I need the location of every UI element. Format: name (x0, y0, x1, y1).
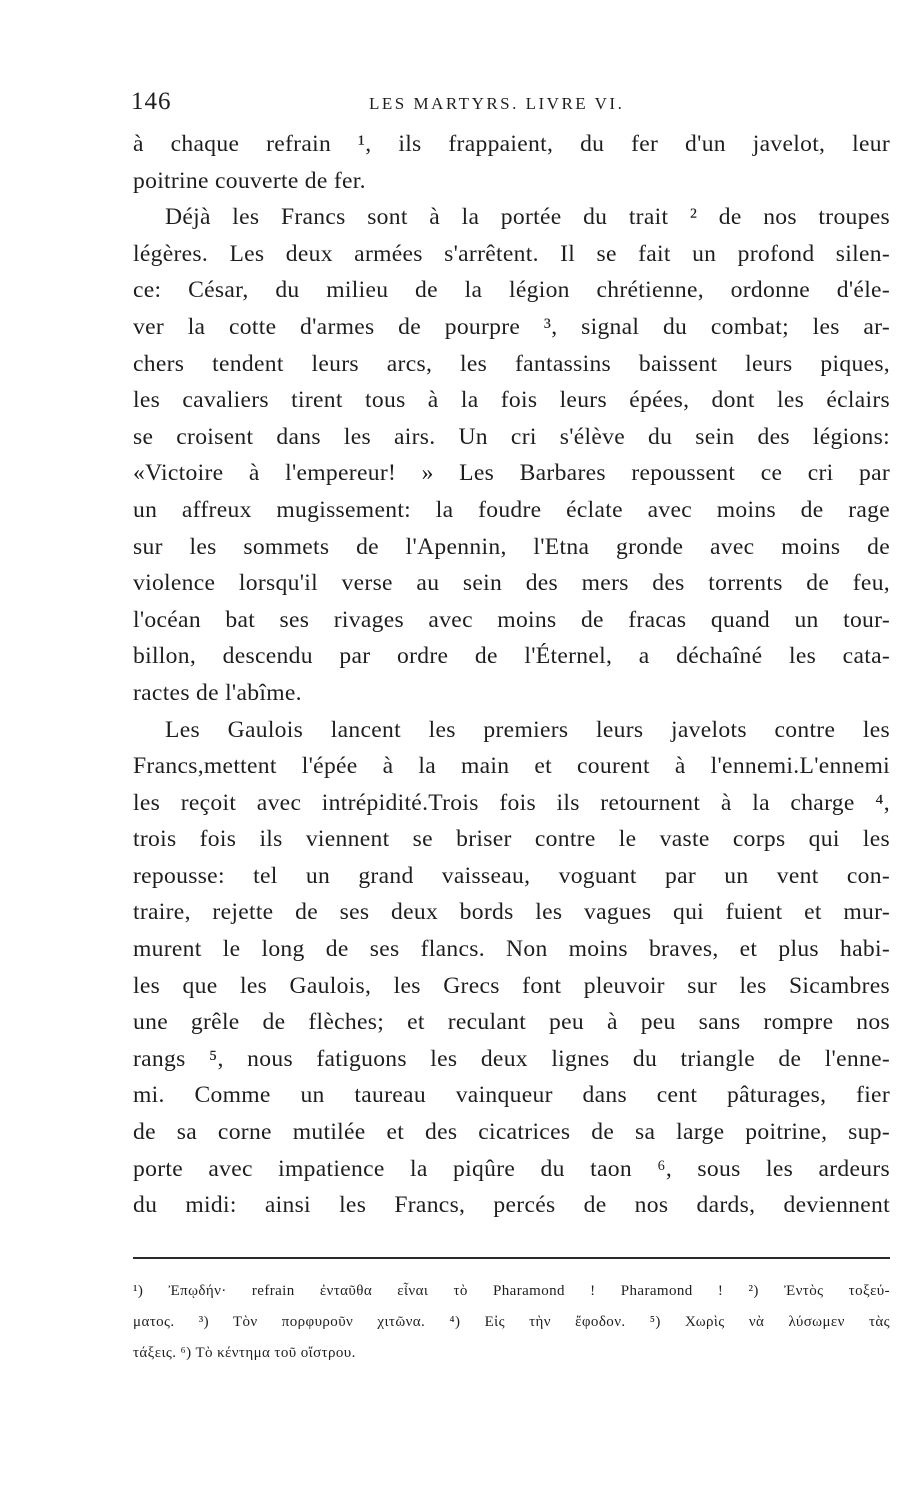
text-line: légères. Les deux armées s'arrêtent. Il se fait un profond silen- (133, 240, 890, 267)
footnotes (133, 1276, 890, 1369)
text-line: repousse: tel un grand vaisseau, voguant par un vent con- (133, 862, 890, 889)
text-line: mi. Comme un taureau vainqueur dans cent pâturages, fier (133, 1082, 890, 1109)
text-line: violence lorsqu'il verse au sein des mers des torrents de feu, (133, 570, 890, 597)
text-line: poitrine couverte de fer. (133, 167, 366, 194)
text-line: Francs,mettent l'épée à la main et courent à l'ennemi.L'ennemi (133, 753, 890, 780)
running-head: LES MARTYRS. LIVRE VI. (369, 94, 625, 113)
text-line: Les Gaulois lancent les premiers leurs javelots contre les (165, 716, 890, 743)
text-line: porte avec impatience la piqûre du taon ⁶, sous les ardeurs (133, 1155, 890, 1182)
text-line: ractes de l'abîme. (133, 679, 302, 706)
text-line: une grêle de flèches; et reculant peu à peu sans rompre nos (133, 1009, 890, 1036)
page-header (131, 88, 891, 118)
page-number: 146 (131, 88, 172, 115)
text-line: les cavaliers tirent tous à la fois leurs épées, dont les éclairs (133, 387, 890, 414)
text-line: «Victoire à l'empereur! » Les Barbares repoussent ce cri par (133, 460, 890, 487)
main-text (133, 126, 890, 1224)
text-line: trois fois ils viennent se briser contre le vaste corps qui les (133, 826, 890, 853)
text-line: Déjà les Francs sont à la portée du trait ² de nos troupes (165, 204, 890, 231)
text-line: traire, rejette de ses deux bords les vagues qui fuient et mur- (133, 899, 890, 926)
text-line: de sa corne mutilée et des cicatrices de sa large poitrine, sup- (133, 1119, 890, 1146)
text-line: murent le long de ses flancs. Non moins braves, et plus habi- (133, 936, 890, 963)
footnote-line: ματος. ³) Τὸν πορφυροῦν χιτῶνα. ⁴) Εἰς τὴν ἔφοδον. ⁵) Χωρὶς νὰ λύσωμεν τὰς (133, 1314, 890, 1330)
text-line: se croisent dans les airs. Un cri s'élève du sein des légions: (133, 423, 890, 450)
text-line: un affreux mugissement: la foudre éclate avec moins de rage (133, 496, 890, 523)
text-line: les reçoit avec intrépidité.Trois fois ils retournent à la charge ⁴, (133, 789, 890, 816)
text-line: les que les Gaulois, les Grecs font pleuvoir sur les Sicambres (133, 972, 890, 999)
footnote-line: ¹) Ἐπῳδήν· refrain ἐνταῦθα εἶναι τὸ Pharamond ! Pharamond ! ²) Ἐντὸς τοξεύ- (133, 1283, 890, 1299)
text-line: ver la cotte d'armes de pourpre ³, signal du combat; les ar- (133, 313, 890, 340)
text-line: du midi: ainsi les Francs, percés de nos dards, deviennent (133, 1192, 890, 1219)
text-line: billon, descendu par ordre de l'Éternel, a déchaîné les cata- (133, 643, 890, 670)
text-line: sur les sommets de l'Apennin, l'Etna gronde avec moins de (133, 533, 890, 560)
footnote-line: τάξεις. ⁶) Τὸ κέντημα τοῦ οἴστρου. (133, 1345, 356, 1361)
text-line: rangs ⁵, nous fatiguons les deux lignes du triangle de l'enne- (133, 1045, 890, 1072)
text-line: l'océan bat ses rivages avec moins de fracas quand un tour- (133, 606, 890, 633)
text-line: à chaque refrain ¹, ils frappaient, du fer d'un javelot, leur (133, 131, 890, 157)
text-line: chers tendent leurs arcs, les fantassins baissent leurs piques, (133, 350, 890, 377)
text-line: ce: César, du milieu de la légion chrétienne, ordonne d'éle- (133, 277, 890, 304)
footnote-divider (133, 1257, 890, 1259)
